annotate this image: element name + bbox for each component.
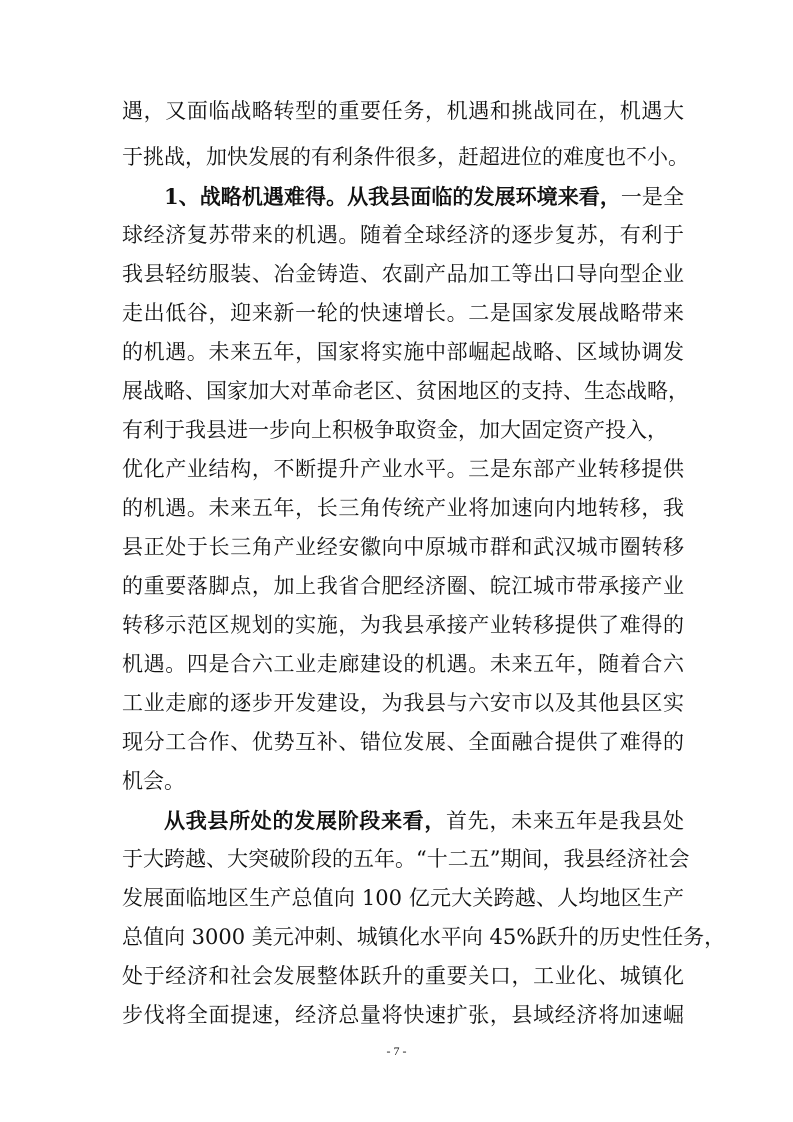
text-line: 总值向 3000 美元冲刺、城镇化水平向 45%跃升的历史性任务， (122, 925, 726, 949)
text-line: 于挑战，加快发展的有利条件很多，赶超进位的难度也不小。 (122, 145, 689, 169)
text-line: 机会。 (122, 769, 185, 793)
text-line: 发展面临地区生产总值向 100 亿元大关跨越、人均地区生产 (122, 886, 684, 910)
text-line: 的机遇。未来五年，国家将实施中部崛起战略、区域协调发 (122, 340, 684, 364)
text-line-lead (164, 806, 684, 835)
text-line: 优化产业结构，不断提升产业水平。三是东部产业转移提供 (122, 457, 684, 481)
text-line: 的机遇。未来五年，长三角传统产业将加速向内地转移，我 (122, 496, 684, 520)
lead-text: 一是全 (620, 185, 684, 209)
text-line: 走出低谷，迎来新一轮的快速增长。二是国家发展战略带来 (122, 301, 684, 325)
text-line: 遇，又面临战略转型的重要任务，机遇和挑战同在，机遇大 (122, 99, 684, 123)
text-line: 球经济复苏带来的机遇。随着全球经济的逐步复苏，有利于 (122, 223, 684, 247)
text-line: 于大跨越、大突破阶段的五年。“十二五”期间，我县经济社会 (122, 847, 690, 871)
bold-heading: 1、战略机遇难得。从我县面临的发展环境来看， (164, 184, 621, 209)
text-line: 现分工合作、优势互补、错位发展、全面融合提供了难得的 (122, 730, 684, 754)
text-line-lead (164, 182, 684, 211)
text-line: 展战略、国家加大对革命老区、贫困地区的支持、生态战略， (122, 379, 689, 403)
text-line: 处于经济和社会发展整体跃升的重要关口，工业化、城镇化 (122, 964, 684, 988)
text-line: 步伐将全面提速，经济总量将快速扩张，县域经济将加速崛 (122, 1003, 684, 1027)
text-line: 的重要落脚点，加上我省合肥经济圈、皖江城市带承接产业 (122, 574, 684, 598)
lead-text: 首先，未来五年是我县处 (446, 809, 685, 833)
text-line: 机遇。四是合六工业走廊建设的机遇。未来五年，随着合六 (122, 652, 684, 676)
text-line: 工业走廊的逐步开发建设，为我县与六安市以及其他县区实 (122, 691, 684, 715)
text-line: 县正处于长三角产业经安徽向中原城市群和武汉城市圈转移 (122, 535, 684, 559)
text-line: 有利于我县进一步向上积极争取资金，加大固定资产投入， (122, 418, 668, 442)
bold-heading: 从我县所处的发展阶段来看， (164, 808, 447, 833)
page-number: - 7 - (386, 1044, 407, 1058)
text-line: 转移示范区规划的实施，为我县承接产业转移提供了难得的 (122, 613, 684, 637)
text-line: 我县轻纺服装、冶金铸造、农副产品加工等出口导向型企业 (122, 262, 684, 286)
